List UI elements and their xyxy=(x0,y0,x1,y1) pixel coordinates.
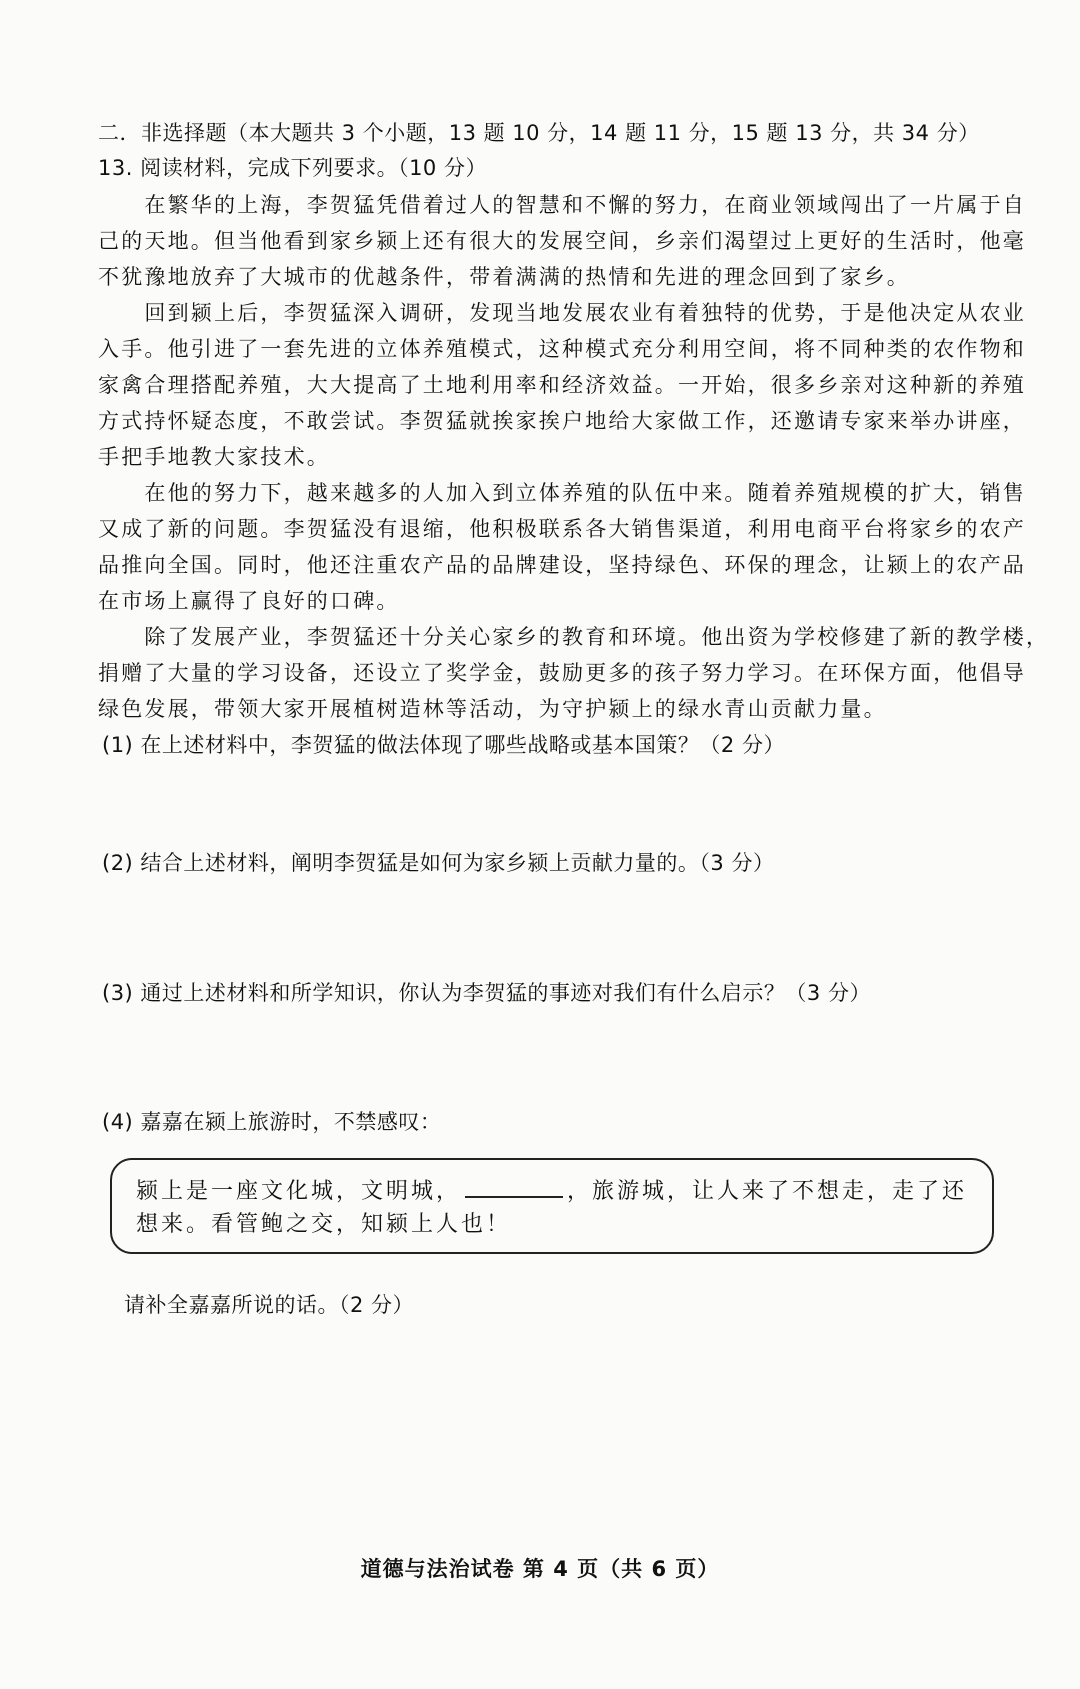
material-line: 入手。他引进了一套先进的立体养殖模式，这种模式充分利用空间，将不同种类的农作物和 xyxy=(98,337,1026,361)
quote-line-1 xyxy=(136,1176,967,1207)
material-line: 家禽合理搭配养殖，大大提高了土地利用率和经济效益。一开始，很多乡亲对这种新的养殖 xyxy=(98,373,1026,397)
sub-question-4: (4) 嘉嘉在颍上旅游时，不禁感叹： xyxy=(102,1110,442,1134)
material-line: 绿色发展，带领大家开展植树造林等活动，为守护颍上的绿水青山贡献力量。 xyxy=(98,697,887,721)
material-line: 在市场上赢得了良好的口碑。 xyxy=(98,589,400,613)
quote-text-after: ，旅游城，让人来了不想走，走了还 xyxy=(567,1179,968,1204)
sub-question-1: (1) 在上述材料中，李贺猛的做法体现了哪些战略或基本国策？（2 分） xyxy=(102,733,785,757)
material-line: 除了发展产业，李贺猛还十分关心家乡的教育和环境。他出资为学校修建了新的教学楼， xyxy=(98,625,1050,649)
material-line: 品推向全国。同时，他还注重农产品的品牌建设，坚持绿色、环保的理念，让颍上的农产品 xyxy=(98,553,1026,577)
quote-line-2: 想来。看管鲍之交，知颍上人也！ xyxy=(136,1212,512,1237)
fill-prompt: 请补全嘉嘉所说的话。（2 分） xyxy=(124,1293,415,1317)
material-line: 手把手地教大家技术。 xyxy=(98,445,330,469)
material-line: 回到颍上后，李贺猛深入调研，发现当地发展农业有着独特的优势，于是他决定从农业 xyxy=(98,301,1026,325)
sub-question-2: (2) 结合上述材料，阐明李贺猛是如何为家乡颍上贡献力量的。（3 分） xyxy=(102,851,775,875)
quote-text-before: 颍上是一座文化城，文明城， xyxy=(136,1179,462,1204)
material-line: 己的天地。但当他看到家乡颍上还有很大的发展空间，乡亲们渴望过上更好的生活时，他毫 xyxy=(98,229,1026,253)
question-13-title: 13. 阅读材料，完成下列要求。（10 分） xyxy=(98,156,487,180)
quote-box xyxy=(110,1158,994,1254)
material-line: 又成了新的问题。李贺猛没有退缩，他积极联系各大销售渠道，利用电商平台将家乡的农产 xyxy=(98,517,1026,541)
material-line: 捐赠了大量的学习设备，还设立了奖学金，鼓励更多的孩子努力学习。在环保方面，他倡导 xyxy=(98,661,1026,685)
material-line: 方式持怀疑态度，不敢尝试。李贺猛就挨家挨户地给大家做工作，还邀请专家来举办讲座， xyxy=(98,409,1026,433)
material-line: 不犹豫地放弃了大城市的优越条件，带着满满的热情和先进的理念回到了家乡。 xyxy=(98,265,910,289)
material-line: 在他的努力下，越来越多的人加入到立体养殖的队伍中来。随着养殖规模的扩大，销售 xyxy=(98,481,1026,505)
page-footer: 道德与法治试卷 第 4 页（共 6 页） xyxy=(360,1557,720,1581)
sub-question-3: (3) 通过上述材料和所学知识，你认为李贺猛的事迹对我们有什么启示？（3 分） xyxy=(102,981,871,1005)
material-line: 在繁华的上海，李贺猛凭借着过人的智慧和不懈的努力，在商业领域闯出了一片属于自 xyxy=(98,193,1026,217)
fill-in-blank[interactable] xyxy=(465,1176,563,1198)
section-title: 二．非选择题（本大题共 3 个小题，13 题 10 分，14 题 11 分，15 题 13 分，共 34 分） xyxy=(98,121,980,145)
